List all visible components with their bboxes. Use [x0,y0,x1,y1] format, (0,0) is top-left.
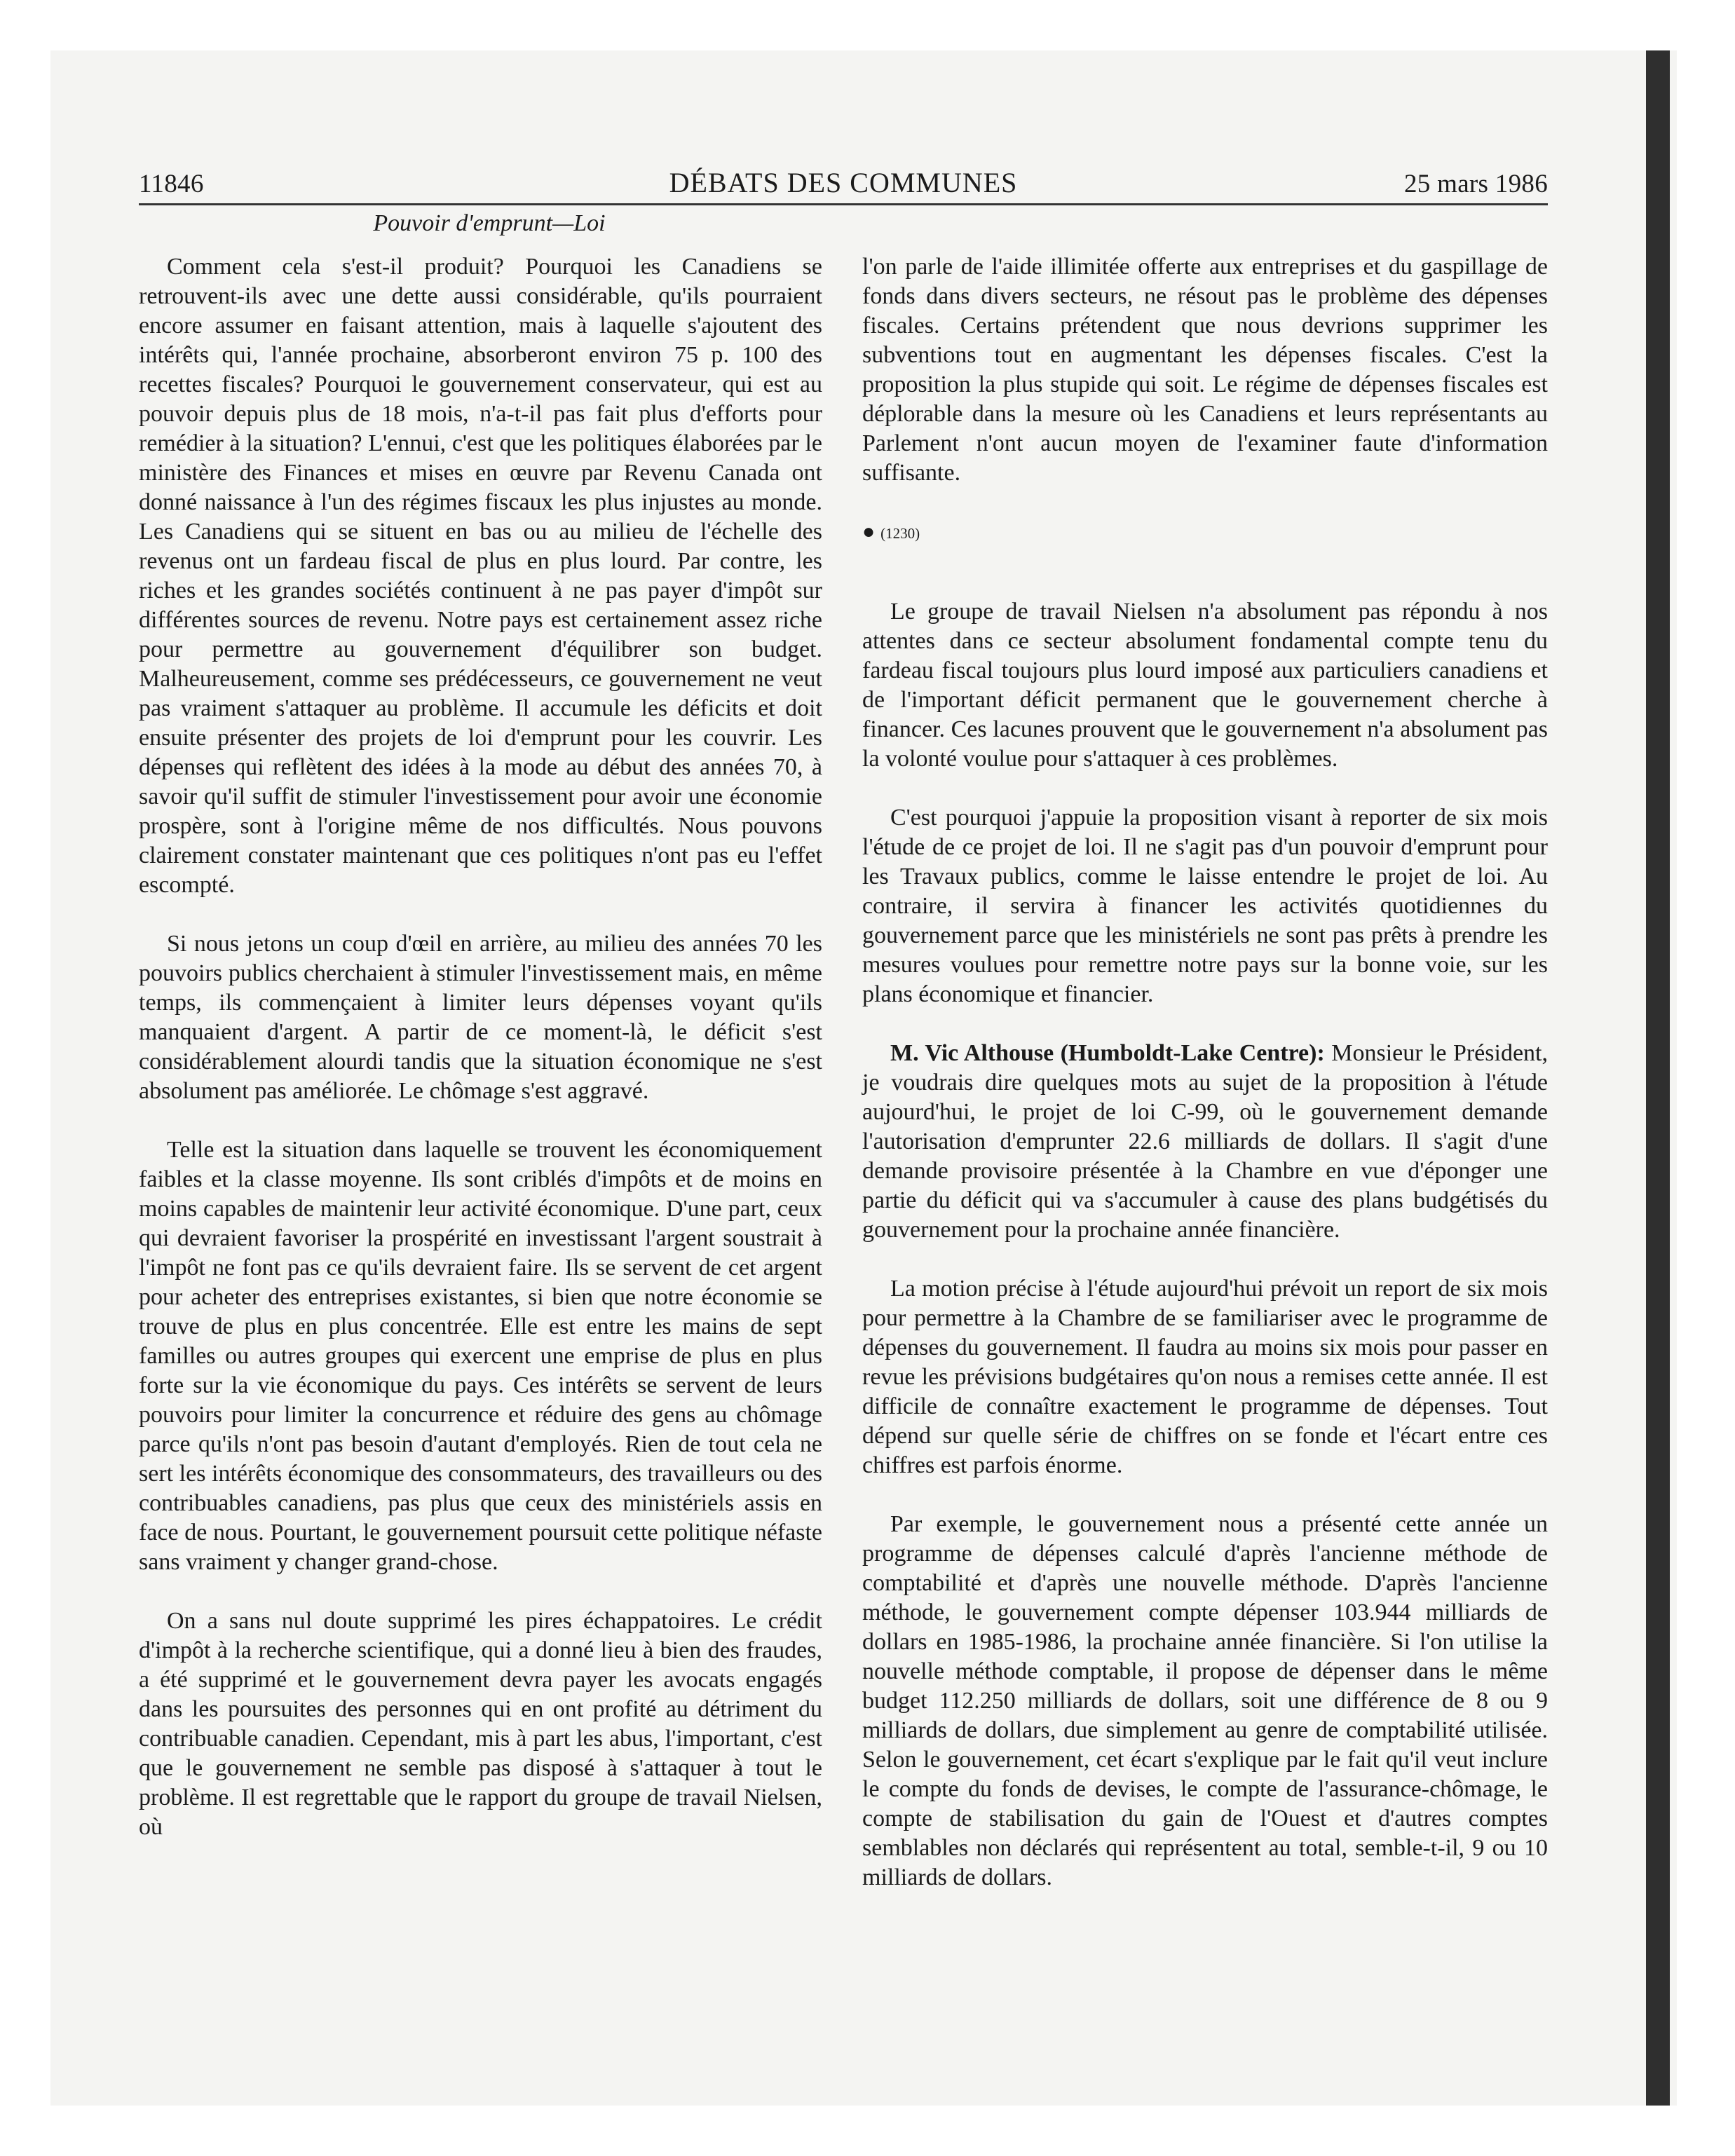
paragraph: On a sans nul doute supprimé les pires échappatoires. Le crédit d'impôt à la recherche scientifique, qui a donné lieu à bien des fraudes, a été supprimé et le gouvernement devra payer les avocats engagés dans les poursuites des personnes qui en ont profité au détriment du contribuable canadien. Cependant, mis à part les abus, l'important, c'est que le gouvernement ne semble pas disposé à s'attaquer à tout le problème. Il est regrettable que le rapport du groupe de travail Nielsen, où [139,1608,822,1840]
sitting-date: 25 mars 1986 [1403,170,1548,198]
paragraph: La motion précise à l'étude aujourd'hui prévoit un report de six mois pour permettre à la Chambre de se familiariser avec le programme de dépenses du gouvernement. Il faudra au moins six mois pour passer en revue les prévisions budgétaires qu'on nous a remises cette année. Il est difficile de connaître exactement le programme de dépenses. Tout dépend sur quelle série de chiffres on se fonde et l'écart entre ces chiffres est parfois énorme. [862,1276,1548,1478]
page-number: 11846 [139,170,204,198]
scan-edge-strip [1646,50,1670,2106]
page-header [139,163,1548,203]
paragraph: Par exemple, le gouvernement nous a présenté cette année un programme de dépenses calculé d'après l'ancienne méthode de comptabilité et d'après une nouvelle méthode. D'après l'ancienne méthode, le gouvernement compte dépenser 103.944 milliards de dollars en 1985-1986, la prochaine année financière. Si l'on utilise la nouvelle méthode comptable, il propose de dépenser dans le même budget 112.250 milliards de dollars, soit une différence de 8 ou 9 milliards de dollars, due simplement au genre de comptabilité utilisée. Selon le gouvernement, cet écart s'explique par le fait qu'il veut inclure le compte du fonds de devises, le compte de l'assurance-chômage, le compte de stabilisation du gain de l'Ouest et d'autres comptes semblables non déclarés qui représentent au total, semble-t-il, 9 ou 10 milliards de dollars. [862,1511,1548,1890]
speaker-text: Monsieur le Président, je voudrais dire quelques mots au sujet de la proposition à l'étude aujourd'hui, le projet de loi C-99, où le gouvernement demande l'autorisation d'emprunter 22.6 milliards de dollars. Il s'agit d'une demande provisoire présentée à la Chambre en vue d'éponger une partie du déficit qui va s'accumuler à cause des plans budgétisés du gouvernement pour la prochaine année financière. [862,1040,1548,1243]
speaker-name: M. Vic Althouse (Humboldt-Lake Centre): [890,1040,1325,1066]
time-marker [862,517,1548,548]
left-column [139,252,822,1871]
header-rule [139,203,1548,205]
paragraph: Le groupe de travail Nielsen n'a absolument pas répondu à nos attentes dans ce secteur absolument fondamental compte tenu du fardeau fiscal toujours plus lourd imposé aux particuliers canadiens et de l'important déficit permanent que le gouvernement cherche à financer. Ces lacunes prouvent que le gouvernement n'a absolument pas la volonté voulue pour s'attaquer à ces problèmes. [862,599,1548,772]
section-title: Pouvoir d'emprunt—Loi [373,210,606,236]
bullet-icon: ● [862,520,876,543]
right-column [862,252,1548,1922]
paragraph: Comment cela s'est-il produit? Pourquoi les Canadiens se retrouvent-ils avec une dette aussi considérable, qu'ils pourraient encore assumer en faisant attention, mais à laquelle s'ajoutent des intérêts qui, l'année prochaine, absorberont environ 75 p. 100 des recettes fiscales? Pourquoi le gouvernement conservateur, qui est au pouvoir depuis plus de 18 mois, n'a-t-il pas fait plus d'efforts pour remédier à la situation? L'ennui, c'est que les politiques élaborées par le ministère des Finances et mises en œuvre par Revenu Canada ont donné naissance à l'un des régimes fiscaux les plus injustes au monde. Les Canadiens qui se situent en bas ou au milieu de l'échelle des revenus ont un fardeau fiscal de plus en plus lourd. Par contre, les riches et les grandes sociétés continuent à ne pas payer d'impôt sur différentes sources de revenu. Notre pays est certainement assez riche pour permettre au gouvernement d'équilibrer son budget. Malheureusement, comme ses prédécesseurs, ce gouvernement ne veut pas vraiment s'attaquer au problème. Il accumule les déficits et doit ensuite présenter des projets de loi d'emprunt pour les couvrir. Les dépenses qui reflètent des idées à la mode au début des années 70, à savoir qu'il suffit de stimuler l'investissement pour avoir une économie prospère, sont à l'origine même de nos difficultés. Nous pouvons clairement constater maintenant que ces politiques n'ont pas eu l'effet escompté. [139,254,822,898]
paragraph: Si nous jetons un coup d'œil en arrière, au milieu des années 70 les pouvoirs publics cherchaient à stimuler l'investissement mais, en même temps, ils commençaient à limiter leurs dépenses voyant qu'ils manquaient d'argent. A partir de ce moment-là, le déficit s'est considérablement alourdi tandis que la situation économique ne s'est absolument pas améliorée. Le chômage s'est aggravé. [139,931,822,1104]
paragraph: Telle est la situation dans laquelle se trouvent les économiquement faibles et la classe moyenne. Ils sont criblés d'impôts et de moins en moins capables de maintenir leur activité économique. D'une part, ceux qui devraient favoriser la prospérité en investissant l'argent soustrait à l'impôt ne font pas ce qu'ils devraient faire. Ils se servent de cet argent pour acheter des entreprises existantes, si bien que notre économie se trouve de plus en plus concentrée. Elle est entre les mains de sept familles ou autres groupes qui exercent une emprise de plus en plus forte sur la vie économique du pays. Ces intérêts se servent de leurs pouvoirs pour limiter la concurrence et réduire des gens au chômage parce qu'ils n'ont pas besoin d'autant d'employés. Rien de tout cela ne sert les intérêts économique des consommateurs, des travailleurs ou des contribuables canadiens, pas plus que ceux des ministériels assis en face de nous. Pourtant, le gouvernement poursuit cette politique néfaste sans vraiment y changer grand-chose. [139,1137,822,1575]
publication-title: DÉBATS DES COMMUNES [669,167,1018,198]
speaker-paragraph [862,1039,1548,1245]
paragraph-continuation: l'on parle de l'aide illimitée offerte aux entreprises et du gaspillage de fonds dans divers secteurs, ne résout pas le problème des dépenses fiscales. Certains prétendent que nous devrions supprimer les subventions tout en augmentant les dépenses fiscales. C'est la proposition la plus stupide qui soit. Le régime de dépenses fiscales est déplorable dans la mesure où les Canadiens et leurs représentants au Parlement n'ont aucun moyen de l'examiner faute d'information suffisante. [862,254,1548,486]
time-marker-label: (1230) [880,525,920,542]
paragraph: C'est pourquoi j'appuie la proposition visant à reporter de six mois l'étude de ce projet de loi. Il ne s'agit pas d'un pouvoir d'emprunt pour les Travaux publics, comme le laisse entendre le projet de loi. Au contraire, il servira à financer les activités quotidiennes du gouvernement parce que les ministériels ne sont pas prêts à prendre les mesures voulues pour remettre notre pays sur la bonne voie, sur les plans économique et financier. [862,805,1548,1007]
